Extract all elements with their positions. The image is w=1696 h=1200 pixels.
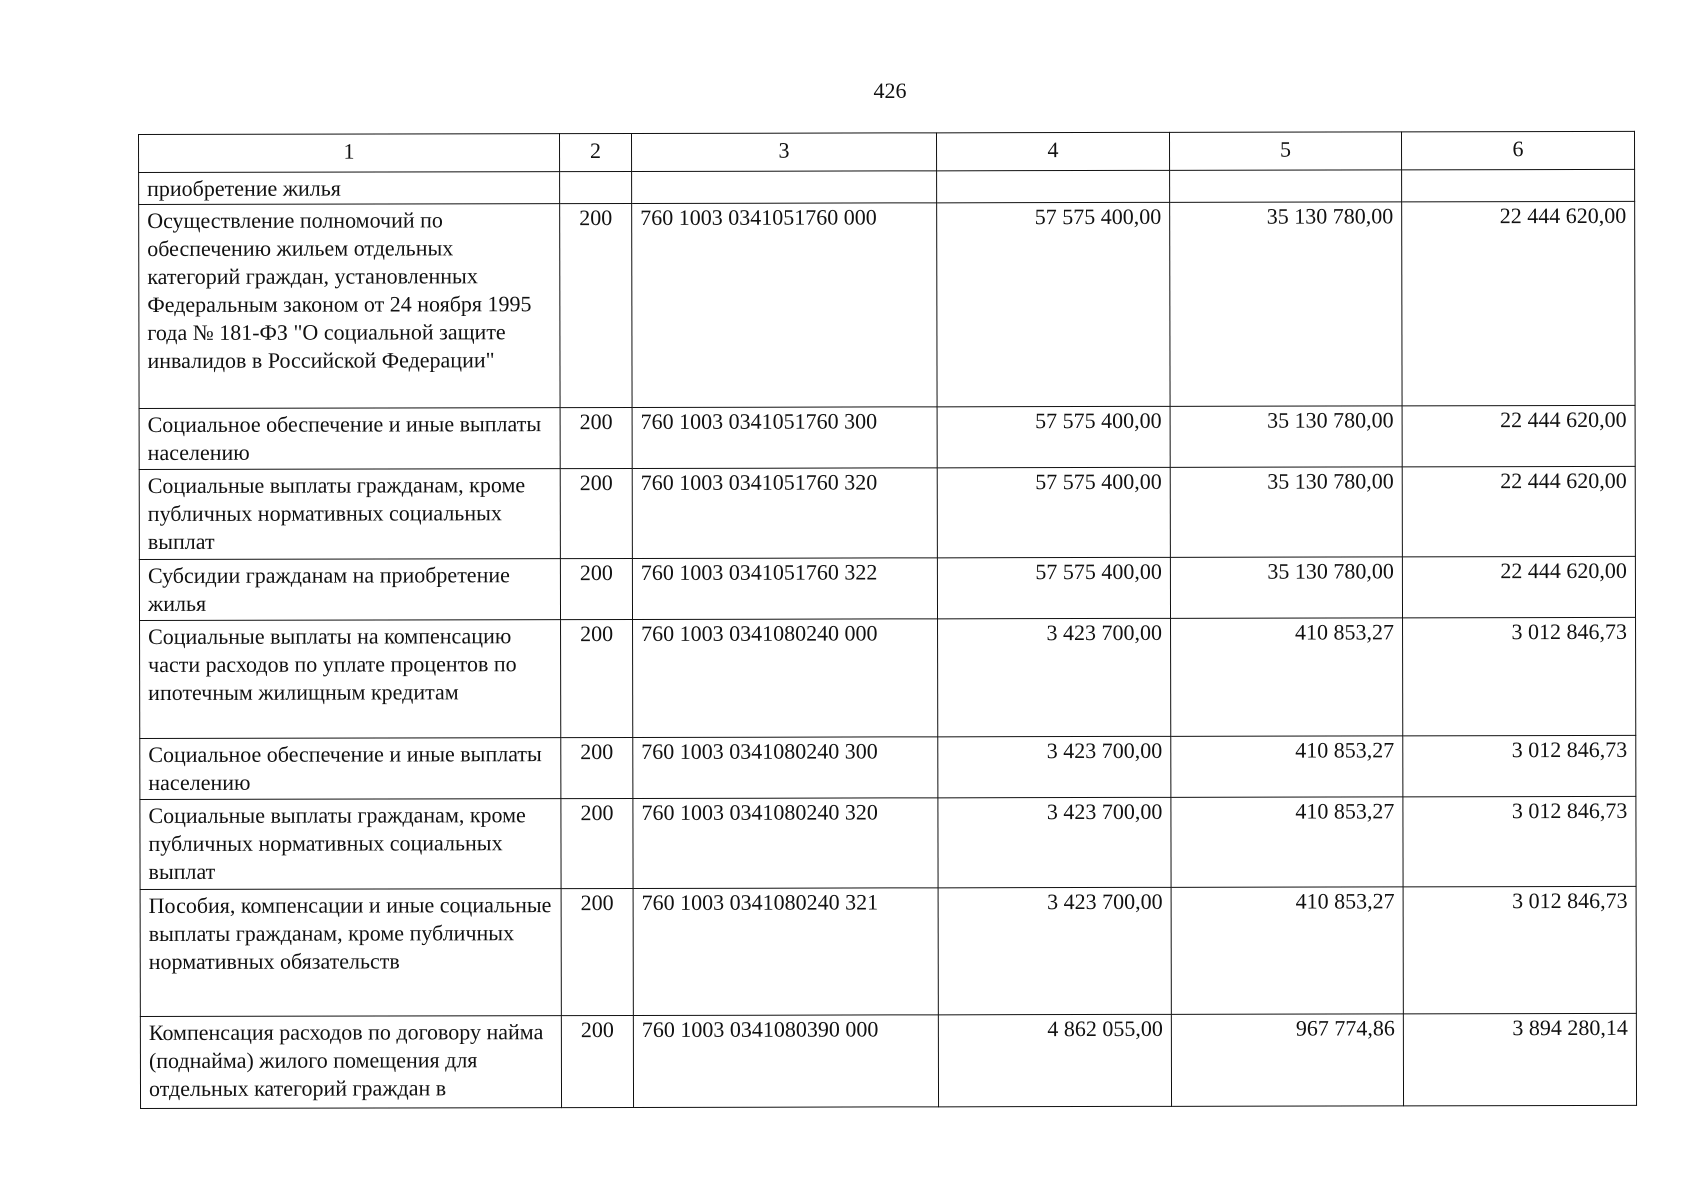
row-code: 760 1003 0341051760 320: [632, 468, 937, 559]
row-value-col6: 22 444 620,00: [1402, 466, 1635, 556]
row-value-col5: 410 853,27: [1171, 797, 1403, 887]
row-value-col5: 967 774,86: [1171, 1014, 1403, 1106]
row-name: Субсидии гражданам на приобретение жилья: [139, 559, 560, 621]
row-value-col5: 410 853,27: [1171, 887, 1403, 1014]
row-col2: [560, 171, 632, 203]
row-col2: 200: [560, 203, 632, 407]
row-name: Социальные выплаты на компенсацию части расходов по уплате процентов по ипотечным жилищным кредитам: [140, 620, 561, 739]
row-value-col6: 3 894 280,14: [1403, 1013, 1636, 1105]
row-value-col5: 35 130 780,00: [1170, 467, 1402, 557]
row-value-col4: 3 423 700,00: [938, 736, 1171, 797]
column-header: 3: [631, 133, 936, 172]
row-value-col4: 3 423 700,00: [938, 618, 1171, 736]
row-col2: 200: [561, 737, 633, 798]
column-header: 6: [1401, 131, 1634, 169]
row-value-col6: 3 012 846,73: [1403, 886, 1636, 1013]
row-code: 760 1003 0341080240 000: [633, 619, 938, 738]
row-value-col4: 3 423 700,00: [938, 887, 1171, 1014]
row-col2: 200: [560, 407, 632, 468]
table-row: [140, 735, 1636, 799]
row-value-col6: 3 012 846,73: [1403, 617, 1636, 735]
row-code: 760 1003 0341051760 322: [632, 558, 937, 620]
row-name: Осуществление полномочий по обеспечению жильем отдельных категорий граждан, установленных Федеральным законом от 24 ноября 1995 года № 181-ФЗ "О социальной защите инвалидов в Российской Федерации": [139, 204, 560, 409]
row-value-col4: 57 575 400,00: [937, 406, 1170, 467]
row-name: Социальное обеспечение и иные выплаты населению: [140, 738, 561, 800]
row-value-col4: 57 575 400,00: [937, 467, 1170, 557]
row-name: Компенсация расходов по договору найма (поднайма) жилого помещения для отдельных категорий граждан в: [140, 1016, 561, 1109]
row-code: 760 1003 0341080240 320: [633, 798, 938, 889]
budget-table: [138, 131, 1637, 1109]
row-value-col4: 4 862 055,00: [938, 1014, 1171, 1106]
table-row: [139, 169, 1635, 204]
row-code: 760 1003 0341051760 000: [632, 203, 937, 408]
row-name: Социальное обеспечение и иные выплаты населению: [139, 408, 560, 470]
row-value-col4: 57 575 400,00: [937, 202, 1170, 406]
table-row: [139, 405, 1635, 469]
row-code: 760 1003 0341080390 000: [633, 1015, 938, 1108]
table-header-row: [139, 131, 1635, 172]
row-value-col6: 3 012 846,73: [1403, 735, 1636, 796]
table-row: [140, 617, 1636, 738]
row-col2: 200: [560, 558, 632, 619]
row-code: 760 1003 0341051760 300: [632, 407, 937, 469]
row-value-col5: [1170, 170, 1402, 202]
row-value-col5: 35 130 780,00: [1170, 202, 1402, 406]
page-number: 426: [873, 78, 907, 103]
row-value-col6: 3 012 846,73: [1403, 796, 1636, 886]
row-name: Социальные выплаты гражданам, кроме публичных нормативных социальных выплат: [140, 799, 561, 890]
row-name: приобретение жилья: [139, 172, 560, 205]
table-row: [139, 466, 1635, 559]
row-name: Пособия, компенсации и иные социальные выплаты гражданам, кроме публичных нормативных обязательств: [140, 889, 561, 1017]
row-col2: 200: [561, 1015, 633, 1107]
column-header: 5: [1169, 132, 1401, 170]
table-row: [140, 886, 1636, 1016]
row-value-col6: 22 444 620,00: [1402, 556, 1635, 617]
row-value-col4: [937, 170, 1170, 202]
column-header: 4: [936, 132, 1169, 170]
row-code: [632, 171, 937, 204]
row-value-col4: 3 423 700,00: [938, 797, 1171, 887]
row-value-col6: [1402, 169, 1635, 201]
row-name: Социальные выплаты гражданам, кроме публичных нормативных социальных выплат: [139, 469, 560, 560]
row-value-col4: 57 575 400,00: [937, 557, 1170, 618]
column-header: 2: [560, 133, 632, 171]
table-row: [140, 1013, 1636, 1108]
row-code: 760 1003 0341080240 300: [633, 737, 938, 799]
row-value-col6: 22 444 620,00: [1402, 405, 1635, 466]
column-header: 1: [139, 134, 560, 173]
table-row: [140, 796, 1636, 889]
row-col2: 200: [561, 798, 633, 888]
table-row: [139, 201, 1635, 408]
row-value-col5: 410 853,27: [1171, 618, 1403, 736]
row-col2: 200: [561, 619, 633, 737]
table-row: [139, 556, 1635, 620]
row-value-col5: 35 130 780,00: [1170, 406, 1402, 467]
row-code: 760 1003 0341080240 321: [633, 888, 938, 1016]
row-value-col5: 35 130 780,00: [1170, 557, 1402, 618]
row-value-col6: 22 444 620,00: [1402, 201, 1635, 405]
row-col2: 200: [560, 468, 632, 558]
row-value-col5: 410 853,27: [1171, 736, 1403, 797]
row-col2: 200: [561, 888, 633, 1015]
